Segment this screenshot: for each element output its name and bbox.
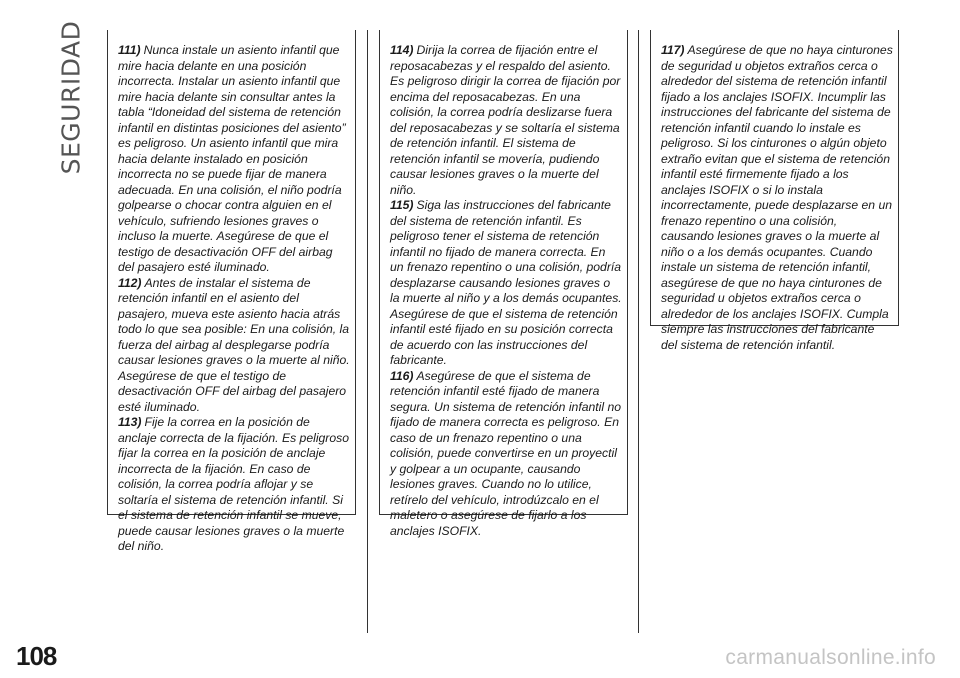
warning-117 bbox=[661, 43, 893, 353]
section-title-text: SEGURIDAD bbox=[56, 20, 86, 175]
warning-114 bbox=[390, 43, 622, 198]
warning-text: Nunca instale un asiento infantil que mire hacia delante en una posición incorrecta. Instalar un asiento infantil que mire hacia delante sin consultar antes la tabla “Idoneidad del sistema de retención infantil en distintas posiciones del asiento” es peligroso. Un asiento infantil que mira hacia delante instalado en posición incorrecta no se puede fijar de manera adecuada. En una colisión, el niño podría golpearse o chocar contra alguien en el vehículo, sufriendo lesiones graves o incluso la muerte. Asegúrese de que el testigo de desactivación OFF del airbag del pasajero esté iluminado. bbox=[118, 43, 346, 274]
warning-112 bbox=[118, 276, 350, 416]
warning-number: 114) bbox=[390, 43, 414, 57]
warning-number: 112) bbox=[118, 275, 142, 290]
warning-111 bbox=[118, 43, 350, 276]
column-divider-1 bbox=[367, 30, 368, 633]
warning-box-column-1 bbox=[107, 30, 356, 553]
column-divider-2 bbox=[638, 30, 639, 633]
warning-box-column-2 bbox=[379, 30, 628, 538]
watermark: carmanualsonline.info bbox=[725, 646, 936, 669]
section-title bbox=[55, 20, 87, 175]
warning-number: 117) bbox=[661, 43, 685, 57]
warning-text: Siga las instrucciones del fabricante del sistema de retención infantil. Es peligroso tener el sistema de retención infantil no fijado de manera correcta. En un frenazo repentino o una colisión, podría desplazarse causando lesiones graves o la muerte al niño y a los demás ocupantes. Asegúrese de que el sistema de retención infantil esté fijado en su posición correcta de acuerdo con las instrucciones del fabricante. bbox=[390, 198, 622, 367]
warning-text: Asegúrese de que el sistema de retención infantil esté fijado de manera segura. Un sistema de retención infantil no fijado de manera correcta es peligroso. En caso de un frenazo repentino o una colisión, puede convertirse en un proyectil y golpear a un ocupante, causando lesiones graves. Cuando no lo utilice, retírelo del vehículo, introdúzcalo en el maletero o asegúrese de fijarlo a los anclajes ISOFIX. bbox=[390, 368, 622, 538]
warning-number: 115) bbox=[390, 198, 414, 212]
warning-text: Dirija la correa de fijación entre el reposacabezas y el respaldo del asiento. Es peligroso dirigir la correa de fijación por encima del reposacabezas. En una colisión, la correa podría deslizarse fuera del reposacabezas y se soltaría el sistema de retención infantil. El sistema de retención infantil se movería, pudiendo causar lesiones graves o la muerte del niño. bbox=[390, 43, 621, 197]
warning-113 bbox=[118, 415, 350, 555]
warning-text: Fije la correa en la posición de anclaje correcta de la fijación. Es peligroso fijar la correa en la posición de anclaje incorrecta de la fijación. En caso de colisión, la correa podría aflojar y se soltaría el sistema de retención infantil. Si el sistema de retención infantil se mueve, puede causar lesiones graves o la muerte del niño. bbox=[118, 415, 350, 553]
page-number: 108 bbox=[16, 641, 57, 671]
warning-text: Asegúrese de que no haya cinturones de seguridad u objetos extraños cerca o alrededor del sistema de retención infantil fijado a los anclajes ISOFIX. Incumplir las instrucciones del fabricante del sistema de retención infantil cuando lo instale es peligroso. Si los cinturones o algún objeto extraño evitan que el sistema de retención infantil esté firmemente fijado a los anclajes ISOFIX o si lo instala incorrectamente, puede desplazarse en un frenazo repentino o una colisión, causando lesiones graves o la muerte al niño o a los demás ocupantes. Cuando instale un sistema de retención infantil, asegúrese de que no haya cinturones de seguridad u objetos extraños cerca o alrededor de los anclajes ISOFIX. Cumpla siempre las instrucciones del fabricante del sistema de retención infantil. bbox=[661, 43, 893, 352]
warning-number: 111) bbox=[118, 43, 141, 57]
warning-116 bbox=[390, 369, 622, 540]
warning-text: Antes de instalar el sistema de retención infantil en el asiento del pasajero, mueva este asiento hacia atrás todo lo que sea posible: En una colisión, la fuerza del airbag al desplegarse podría causar lesiones graves o la muerte al niño. Asegúrese de que el testigo de desactivación OFF del airbag del pasajero esté iluminado. bbox=[118, 275, 350, 414]
warning-box-column-3 bbox=[650, 30, 899, 352]
warning-number: 113) bbox=[118, 415, 142, 429]
warning-number: 116) bbox=[390, 368, 414, 383]
warning-115 bbox=[390, 198, 622, 369]
